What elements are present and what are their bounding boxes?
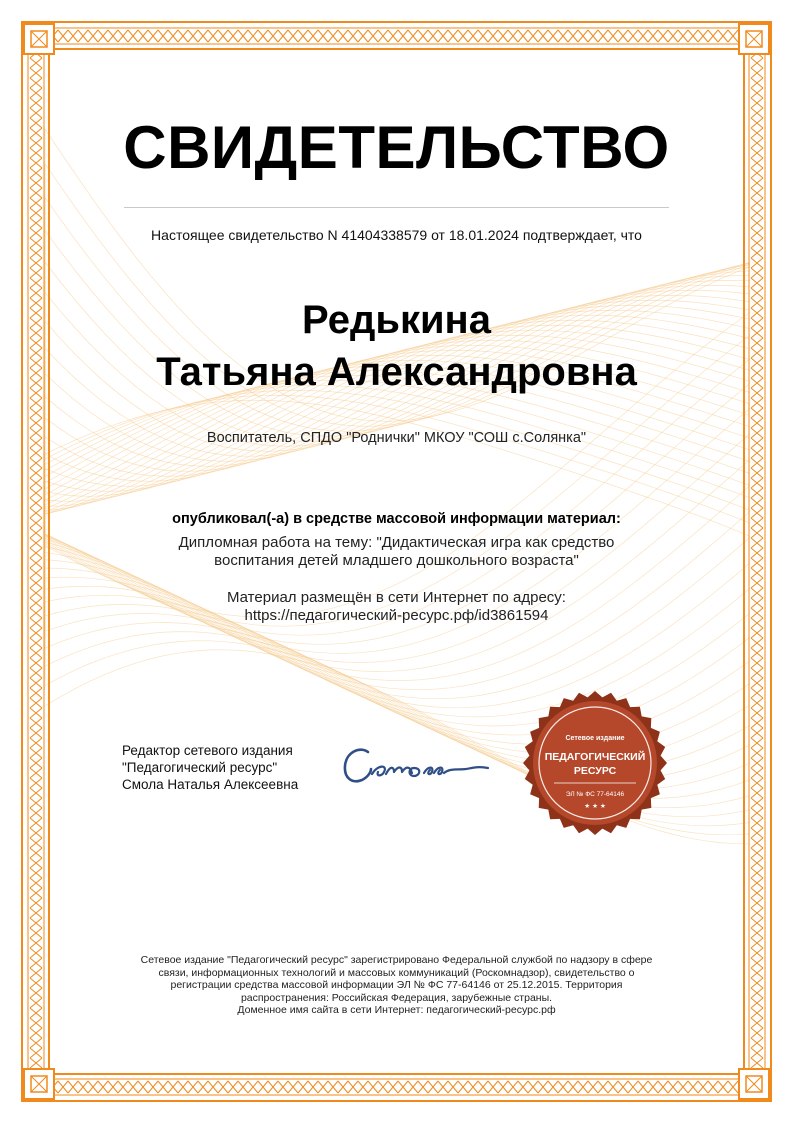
editor-role: Редактор сетевого издания (122, 743, 293, 758)
url-label: Материал размещён в сети Интернет по адресу: (227, 589, 566, 606)
seal-name-line2: РЕСУРС (573, 765, 617, 777)
recipient-surname: Редькина (302, 298, 491, 342)
material-url: https://педагогический-ресурс.рф/id3861594 (244, 607, 549, 624)
footer-line: Сетевое издание "Педагогический ресурс" зарегистрировано Федеральной службой по надзору в сфере (140, 954, 653, 966)
seal-reg-number: ЭЛ № ФС 77-64146 (565, 791, 625, 798)
title-divider (124, 207, 669, 208)
footer-line: связи, информационных технологий и массовых коммуникаций (Роскомнадзор), свидетельство о (158, 966, 635, 979)
editor-block (122, 742, 298, 793)
work-title-line: воспитания детей младшего дошкольного возраста" (214, 552, 579, 569)
recipient-position: Воспитатель, СПДО "Роднички" МКОУ "СОШ с.Солянка" (206, 430, 587, 446)
footer-line: регистрации средства массовой информации ЭЛ № ФС 77-64146 от 25.12.2015. Территория (170, 979, 623, 991)
publication-seal (520, 688, 670, 838)
registration-footer (120, 954, 673, 1017)
work-title-line: Дипломная работа на тему: "Дидактическая игра как средство (178, 534, 615, 551)
certificate-intro: Настоящее свидетельство N 41404338579 от 18.01.2024 подтверждает, что (151, 227, 642, 243)
footer-line: Доменное имя сайта в сети Интернет: педагогический-ресурс.рф (237, 1004, 556, 1016)
seal-stars: ★ ★ ★ (584, 802, 606, 810)
recipient-given-names: Татьяна Александровна (156, 350, 637, 394)
certificate-title: СВИДЕТЕЛЬСТВО (123, 114, 670, 181)
editor-signature (338, 738, 498, 794)
seal-top-text: Сетевое издание (565, 735, 625, 742)
seal-name-line1: ПЕДАГОГИЧЕСКИЙ (544, 751, 646, 763)
editor-publication: "Педагогический ресурс" (122, 760, 278, 775)
published-label: опубликовал(-а) в средстве массовой информации материал: (172, 511, 621, 527)
recipient-name (0, 294, 793, 398)
editor-name: Смола Наталья Алексеевна (122, 777, 299, 792)
footer-line: распространения: Российская Федерация, зарубежные страны. (240, 991, 553, 1004)
work-title (0, 534, 793, 570)
